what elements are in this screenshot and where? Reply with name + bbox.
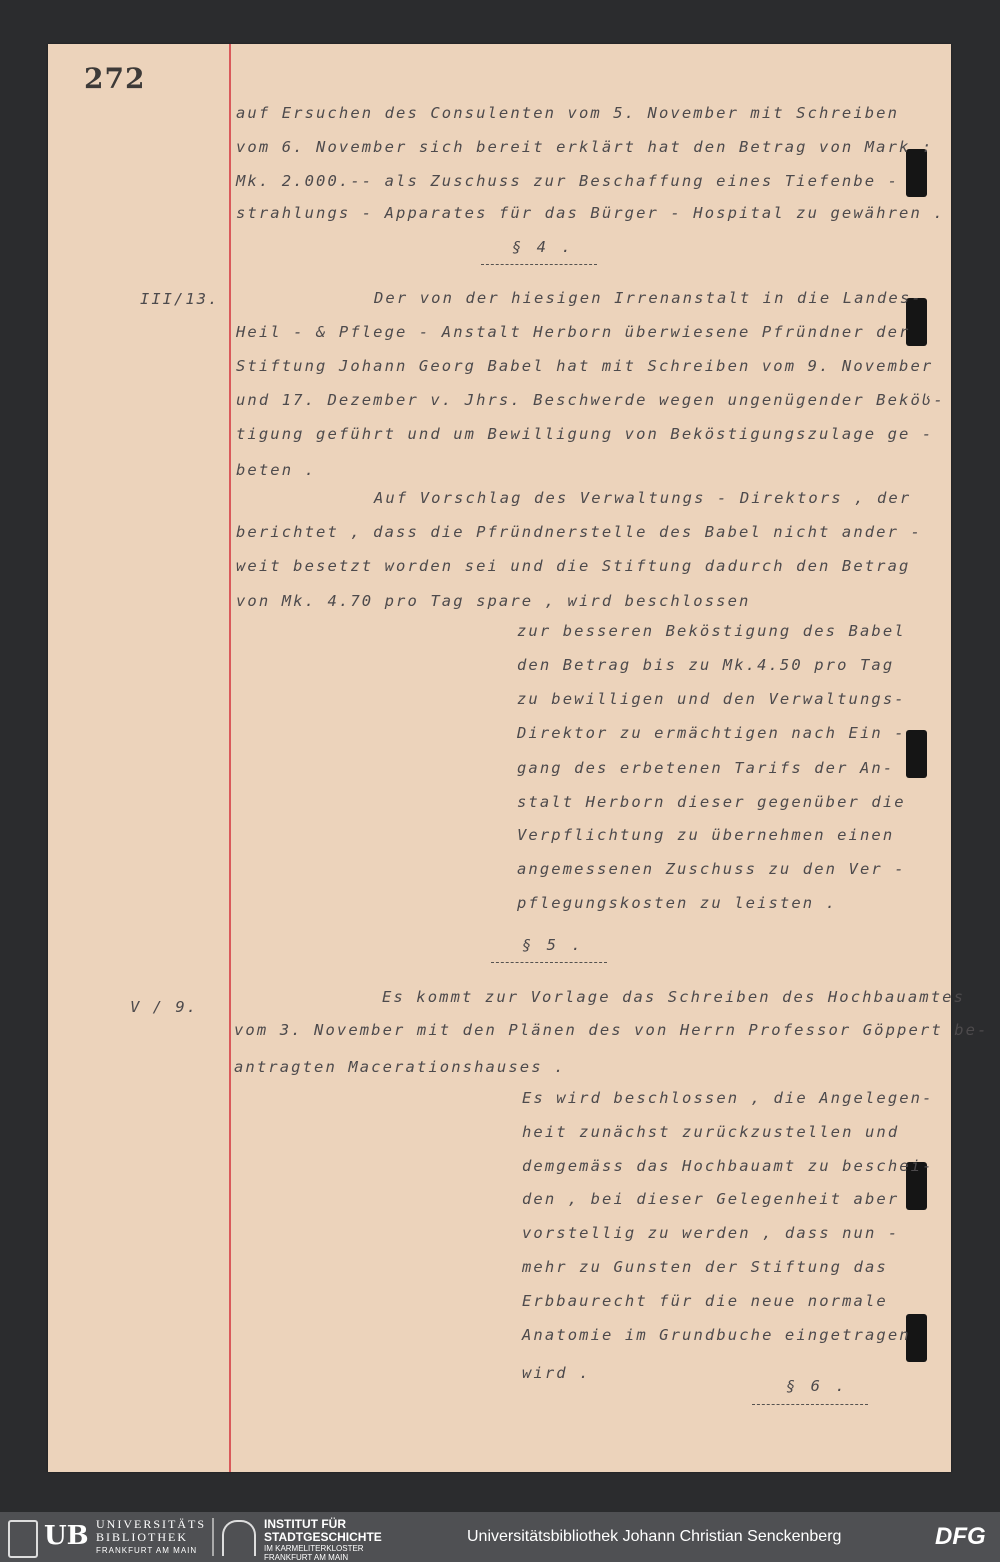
text-line: pflegungskosten zu leisten . — [517, 894, 838, 912]
index-tab — [906, 730, 927, 778]
text-line: Anatomie im Grundbuche eingetragen — [522, 1326, 911, 1344]
text-line: wird . — [522, 1364, 591, 1382]
section-heading: § 4 . — [512, 238, 574, 256]
ub-logo: UB — [44, 1521, 89, 1551]
text-line: heit zunächst zurückzustellen und — [522, 1123, 900, 1141]
margin-reference: V / 9. — [130, 998, 198, 1016]
margin-reference: III/13. — [140, 290, 220, 308]
text-line: berichtet , dass die Pfründnerstelle des Babel nicht ander - — [236, 523, 922, 541]
index-tab — [906, 149, 927, 197]
text-line: Erbbaurecht für die neue normale — [522, 1292, 888, 1310]
text-line: Verpflichtung zu übernehmen einen — [517, 826, 895, 844]
university-library-label: UNIVERSITÄTS BIBLIOTHEK FRANKFURT AM MAIN — [96, 1517, 206, 1555]
text-line: zu bewilligen und den Verwaltungs- — [517, 690, 906, 708]
text-line: vom 3. November mit den Plänen des von Herrn Professor Göppert be- — [234, 1021, 989, 1039]
library-name: Universitätsbibliothek Johann Christian Senckenberg — [467, 1528, 842, 1545]
text-line: Mk. 2.000.-- als Zuschuss zur Beschaffung eines Tiefenbe - — [236, 172, 900, 190]
text-line: zur besseren Beköstigung des Babel — [517, 622, 906, 640]
text-line: vom 6. November sich bereit erklärt hat den Betrag von Mark : — [236, 138, 934, 156]
text-line: beten . — [236, 461, 317, 479]
text-line: demgemäss das Hochbauamt zu beschei- — [522, 1157, 934, 1175]
text-line: stalt Herborn dieser gegenüber die — [517, 793, 906, 811]
text-line: den Betrag bis zu Mk.4.50 pro Tag — [517, 656, 895, 674]
text-line: gang des erbetenen Tarifs der An- — [517, 759, 895, 777]
text-line: vorstellig zu werden , dass nun - — [522, 1224, 900, 1242]
section-rule — [481, 264, 597, 265]
section-rule — [491, 962, 607, 963]
text-line: tigung geführt und um Bewilligung von Beköstigungszulage ge - — [236, 425, 934, 443]
text-line: angemessenen Zuschuss zu den Ver - — [517, 860, 906, 878]
ub-seal-icon — [8, 1520, 38, 1558]
text-line: antragten Macerationshauses . — [234, 1058, 566, 1076]
footer-divider — [212, 1518, 214, 1556]
text-line: Es kommt zur Vorlage das Schreiben des Hochbauamtes — [382, 988, 966, 1006]
text-line: auf Ersuchen des Consulenten vom 5. November mit Schreiben — [236, 104, 900, 122]
section-rule — [752, 1404, 868, 1405]
text-line: strahlungs - Apparates für das Bürger - Hospital zu gewähren . — [236, 204, 945, 222]
text-line: Heil - & Pflege - Anstalt Herborn überwiesene Pfründner der — [236, 323, 911, 341]
dfg-logo: DFG — [935, 1523, 986, 1550]
text-line: den , bei dieser Gelegenheit aber — [522, 1190, 900, 1208]
page-number: 272 — [84, 62, 146, 95]
text-line: Es wird beschlossen , die Angelegen- — [522, 1089, 934, 1107]
institute-arch-icon — [222, 1520, 256, 1556]
text-line: Direktor zu ermächtigen nach Ein - — [517, 724, 906, 742]
document-page — [48, 44, 989, 1472]
institute-label: INSTITUT FÜR STADTGESCHICHTE IM KARMELITERKLOSTER FRANKFURT AM MAIN — [264, 1517, 382, 1562]
text-line: und 17. Dezember v. Jhrs. Beschwerde wegen ungenügender Beköს- — [236, 391, 945, 409]
text-line: weit besetzt worden sei und die Stiftung dadurch den Betrag — [236, 557, 911, 575]
text-line: Der von der hiesigen Irrenanstalt in die Landes- — [374, 289, 923, 307]
section-heading: § 6 . — [786, 1377, 848, 1395]
text-line: Stiftung Johann Georg Babel hat mit Schreiben vom 9. November — [236, 357, 934, 375]
section-heading: § 5 . — [522, 936, 584, 954]
margin-line — [229, 44, 231, 1472]
text-line: mehr zu Gunsten der Stiftung das — [522, 1258, 888, 1276]
footer-bar — [0, 1512, 1000, 1562]
text-line: Auf Vorschlag des Verwaltungs - Direktors , der — [374, 489, 912, 507]
text-line: von Mk. 4.70 pro Tag spare , wird beschlossen — [236, 592, 751, 610]
